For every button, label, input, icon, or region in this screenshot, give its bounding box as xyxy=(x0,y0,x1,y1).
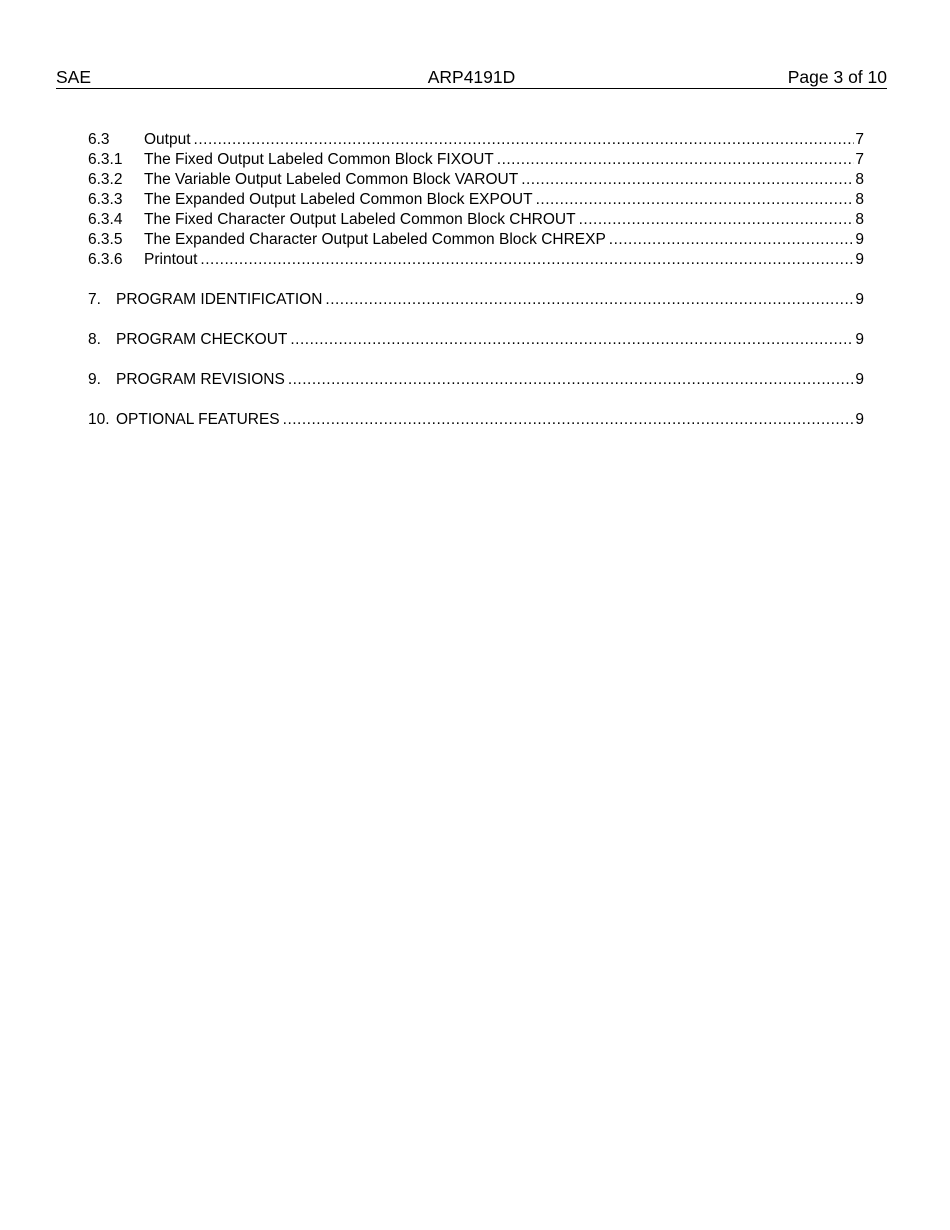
toc-entry-page: 7 xyxy=(855,131,864,148)
header-page-number: Page 3 of 10 xyxy=(787,67,887,87)
toc-entry-title: The Expanded Output Labeled Common Block EXPOUT xyxy=(144,191,533,208)
toc-entry-title: The Variable Output Labeled Common Block VAROUT xyxy=(144,171,519,188)
toc-entry-number: 8. xyxy=(88,331,101,348)
dot-leader xyxy=(609,230,855,250)
dot-leader xyxy=(194,130,855,150)
toc-entry-title: OPTIONAL FEATURES xyxy=(116,411,280,428)
toc-entry-page: 8 xyxy=(855,211,864,228)
dot-leader xyxy=(283,410,855,430)
dot-leader xyxy=(497,150,855,170)
dot-leader xyxy=(290,330,854,350)
toc-entry-number: 6.3.5 xyxy=(88,231,123,248)
toc-entry-title: Printout xyxy=(144,251,198,268)
toc-entry-title: The Expanded Character Output Labeled Common Block CHREXP xyxy=(144,231,606,248)
toc-entry-number: 10. xyxy=(88,411,110,428)
header-document-number: ARP4191D xyxy=(427,67,516,87)
toc-entry-page: 9 xyxy=(855,251,864,268)
toc-entry-title: The Fixed Output Labeled Common Block FIXOUT xyxy=(144,151,494,168)
dot-leader xyxy=(325,290,854,310)
toc-entry-number: 6.3.2 xyxy=(88,171,123,188)
toc-entry-page: 8 xyxy=(855,171,864,188)
toc-entry-page: 9 xyxy=(855,371,864,388)
toc-entry-number: 6.3.4 xyxy=(88,211,123,228)
toc-entry-title: PROGRAM CHECKOUT xyxy=(116,331,288,348)
toc-entry-number: 6.3.1 xyxy=(88,151,123,168)
toc-entry xyxy=(88,130,864,150)
toc-entry-number: 6.3 xyxy=(88,131,110,148)
dot-leader xyxy=(579,210,855,230)
toc-entry xyxy=(88,250,864,270)
toc-entry xyxy=(88,370,864,390)
toc-entry-title: The Fixed Character Output Labeled Common Block CHROUT xyxy=(144,211,576,228)
toc-entry-page: 7 xyxy=(855,151,864,168)
dot-leader xyxy=(521,170,854,190)
toc-entry-page: 9 xyxy=(855,411,864,428)
dot-leader xyxy=(536,190,855,210)
toc-entry xyxy=(88,410,864,430)
toc-entry-number: 6.3.6 xyxy=(88,251,123,268)
toc-entry xyxy=(88,290,864,310)
toc-entry xyxy=(88,190,864,210)
toc-entry-title: PROGRAM REVISIONS xyxy=(116,371,285,388)
toc-entry-title: PROGRAM IDENTIFICATION xyxy=(116,291,323,308)
toc-entry xyxy=(88,170,864,190)
toc-entry-page: 9 xyxy=(855,231,864,248)
toc-entry-number: 9. xyxy=(88,371,101,388)
toc-entry xyxy=(88,210,864,230)
dot-leader xyxy=(200,250,854,270)
toc-entry-page: 9 xyxy=(855,331,864,348)
toc-entry-number: 6.3.3 xyxy=(88,191,123,208)
dot-leader xyxy=(288,370,855,390)
toc-entry xyxy=(88,230,864,250)
toc-entry-page: 9 xyxy=(855,291,864,308)
header-organization: SAE xyxy=(56,67,92,87)
toc-entry-number: 7. xyxy=(88,291,101,308)
toc-entry xyxy=(88,150,864,170)
page-header xyxy=(56,66,887,89)
toc-entry xyxy=(88,330,864,350)
toc-entry-title: Output xyxy=(144,131,191,148)
toc-entry-page: 8 xyxy=(855,191,864,208)
